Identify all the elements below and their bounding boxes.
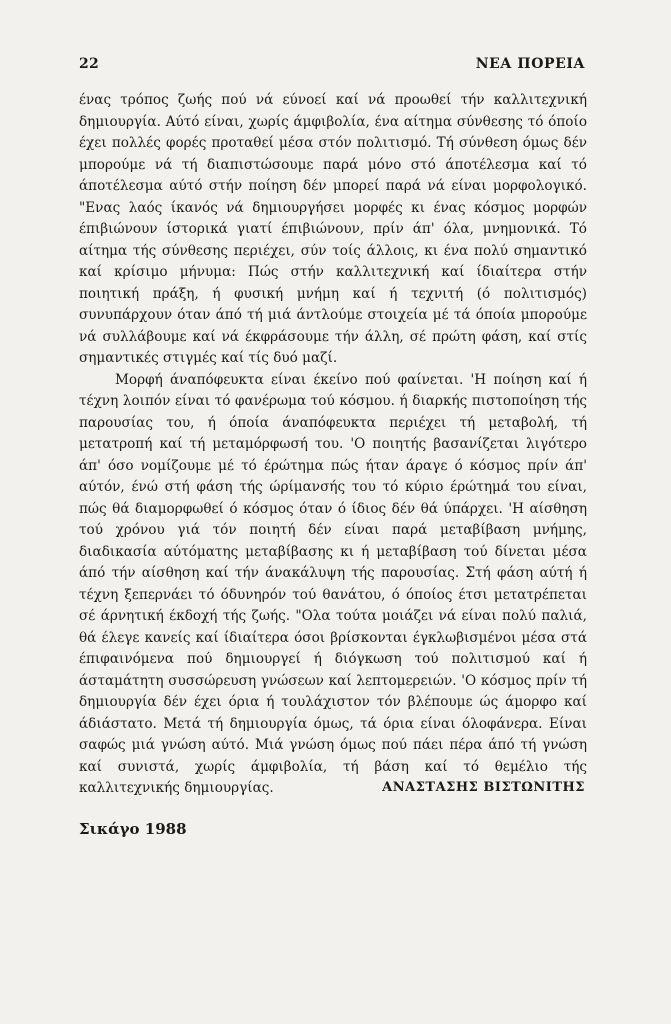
running-head: ΝΕΑ ΠΟΡΕΙΑ (475, 56, 585, 72)
article-body (79, 90, 587, 800)
paragraph-2: Μορφή άναπόφευκτα είναι έκείνο πού φαίνεται. 'Η ποίηση καί ή τέχνη λοιπόν είναι τό φανέρωμα τού κόσμου. ή διαρκής πιστοποίηση τής παρουσίας του, ή όποία άναπόφευκτα περιέχει τή μεταβολή, τή μετατροπή καί τή μεταμόρφωσή του. 'Ο ποιητής βασανίζεται λιγότερο άπ' όσο νομίζουμε μέ τό έρώτημα πώς ήταν άραγε ό κόσμος πρίν άπ' αύτόν, ένώ στή φάση τής ώρίμανσής του τό κύριο έρώτημά του είναι, πώς θά διαμορφωθεί ό κόσμος όταν ό ίδιος δέν θά ύπάρχει. 'Η αίσθηση τού χρόνου γιά τόν ποιητή δέν είναι παρά μεταβίβαση μνήμης, διαδικασία αύτόματης μεταβίβασης κι ή μεταβίβαση τού δίνεται μέσα άπό τήν αίσθηση καί τήν άνακάλυψη τής παρουσίας. Στή φάση αύτή ή τέχνη ξεπερνάει τό όδυνηρόν τού θανάτου, ό όποίος έτσι μετατρέπεται σέ άρνητική έκδοχή τής ζωής. "Ολα τούτα μοιάζει νά είναι πολύ παλιά, θά έλεγε κανείς καί ίδιαίτερα όσοι βρίσκονται έγκλωβισμένοι μέσα στά έπιφαινόμενα πού δημιουργεί ή διόγκωση τού πολιτισμού καί ή άσταμάτητη συσσώρευση γνώσεων καί λεπτομερειών. 'Ο κόσμος πρίν τή δημιουργία δέν έχει όρια ή τουλάχιστον τόν βλέπουμε ώς άμορφο καί άδιάστατο. Μετά τή δημιουργία όμως, τά όρια είναι όλοφάνερα. Είναι σαφώς μιά γνώση αύτό. Μιά γνώση όμως πού πάει πέρα άπό τή γνώση καί συνιστά, χωρίς άμφιβολία, τή βάση καί τό θεμέλιο τής καλλιτεχνικής δημιουργίας. (79, 371, 587, 796)
paragraph-1: ένας τρόπος ζωής πού νά εύνοεί καί νά προωθεί τήν καλλιτεχνική δημιουργία. Αύτό είναι, χωρίς άμφιβολία, ένα αίτημα σύνθεσης τό όποίο έχει πολλές φορές προταθεί μέσα στόν πολιτισμό. Τή σύνθεση όμως δέν μπορούμε νά τή διαπιστώσουμε παρά μόνο στό άποτέλεσμα καί τό άποτέλεσμα αύτό στήν ποίηση δέν μπορεί παρά νά είναι μορφολογικό. "Ενας λαός ίκανός νά δημιουργήσει μορφές κι ένας κόσμος μορφών έπιβιώνουν ίστορικά γιατί έπιβιώνουν, πρίν άπ' όλα, μνημονικά. Τό αίτημα τής σύνθεσης περιέχει, σύν τοίς άλλοις, κι ένα πολύ σημαντικό καί κρίσιμο μήνυμα: Πώς στήν καλλιτεχνική καί ίδιαίτερα στήν ποιητική πράξη, ή φυσική μνήμη καί ή τεχνιτή (ό πολιτισμός) συνυπάρχουν όταν άπό τή μιά άντλούμε στοιχεία μέ τά όποία μπορούμε νά συλλάβουμε καί νά έκφράσουμε τήν άλλη, σέ πρώτη φάση, καί στίς σημαντικές στιγμές καί τίς δυό μαζί. (79, 92, 587, 366)
place-date: Σικάγο 1988 (79, 820, 187, 838)
page-number: 22 (79, 56, 100, 72)
author-signature: ΑΝΑΣΤΑΣΗΣ ΒΙΣΤΩΝΙΤΗΣ (382, 780, 585, 795)
